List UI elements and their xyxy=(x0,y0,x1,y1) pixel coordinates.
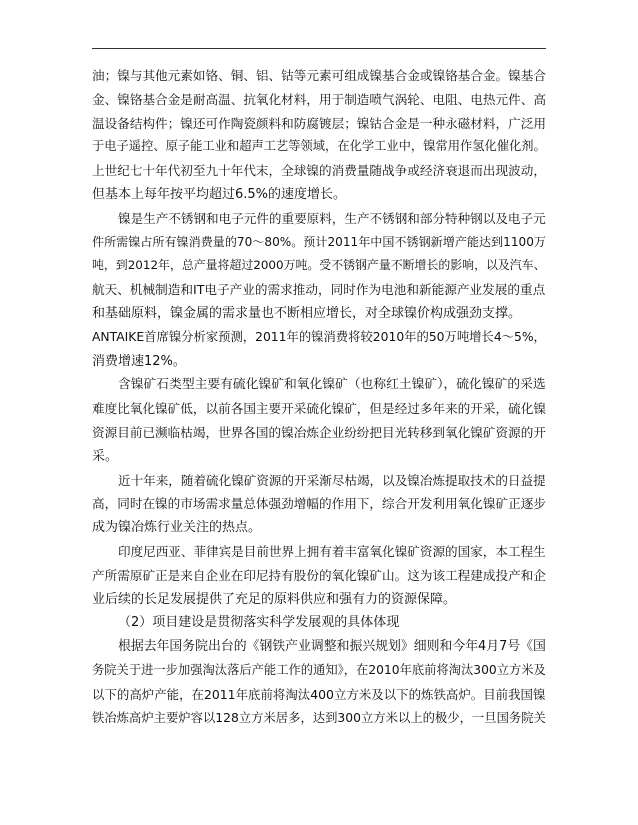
text-line: 难度比氧化镍矿低，以前各国主要开采硫化镍矿，但是经过多年来的开采，硫化镍 xyxy=(92,401,546,417)
text-line: 务院关于进一步加强淘汰落后产能工作的通知》，在2010年底前将淘汰300立方米及 xyxy=(92,662,546,677)
text-line: 业后续的长足发展提供了充足的原料供应和强有力的资源保障。 xyxy=(92,591,457,607)
text-line: 高，同时在镍的市场需求量总体强劲增幅的作用下，综合开发利用氧化镍矿正逐步 xyxy=(92,496,546,512)
text-line: 于电子遥控、原子能工业和超声工艺等领域，在化学工业中，镍常用作氢化催化剂。 xyxy=(92,139,546,154)
header-rule xyxy=(92,48,546,49)
text-line: 件所需镍占所有镍消费量的70～80%。预计2011年中国不锈钢新增产能达到1100万 xyxy=(92,234,546,249)
text-line: 近十年来，随着硫化镍矿资源的开采渐尽枯竭，以及镍冶炼提取技术的日益提 xyxy=(118,472,546,488)
text-line: 消费增速12%。 xyxy=(92,353,186,369)
text-line: 金、镍铬基合金是耐高温、抗氧化材料，用于制造喷气涡轮、电阻、电热元件、高 xyxy=(92,91,546,107)
text-line: 含镍矿石类型主要有硫化镍矿和氧化镍矿（也称红土镍矿），硫化镍矿的采选 xyxy=(118,377,546,393)
text-line: 但基本上每年按平均超过6.5%的速度增长。 xyxy=(92,186,347,202)
text-line: 根据去年国务院出台的《钢铁产业调整和振兴规划》细则和今年4月7号《国 xyxy=(118,639,546,655)
text-line: 资源目前已濒临枯竭，世界各国的镍冶炼企业纷纷把目光转移到氧化镍矿资源的开 xyxy=(92,424,546,440)
text-line: 成为镍冶炼行业关注的热点。 xyxy=(92,520,262,536)
text-line: 上世纪七十年代初至九十年代末，全球镍的消费量随战争或经济衰退而出现波动， xyxy=(92,163,546,179)
text-line: 铁冶炼高炉主要炉容以128立方米居多，达到300立方米以上的极少，一旦国务院关 xyxy=(92,710,546,725)
text-line: 以下的高炉产能，在2011年底前将淘汰400立方米及以下的炼铁高炉。目前我国镍 xyxy=(92,686,546,702)
text-line: （2）项目建设是贯彻落实科学发展观的具体体现 xyxy=(118,615,400,631)
text-line: 航天、机械制造和IT电子产业的需求推动，同时作为电池和新能源产业发展的重点 xyxy=(92,282,546,298)
text-line: 温设备结构件；镍还可作陶瓷颜料和防腐镀层；镍钴合金是一种永磁材料，广泛用 xyxy=(92,115,546,131)
text-line: ANTAIKE首席镍分析家预测，2011年的镍消费将较2010年的50万吨增长4～5%， xyxy=(92,329,546,344)
text-line: 镍是生产不锈钢和电子元件的重要原料，生产不锈钢和部分特种钢以及电子元 xyxy=(118,210,546,226)
text-line: 和基础原料，镍金属的需求量也不断相应增长，对全球镍价构成强劲支撑。 xyxy=(92,305,522,321)
text-line: 吨，到2012年，总产量将超过2000万吨。受不锈钢产量不断增长的影响，以及汽车、 xyxy=(92,258,546,273)
text-line: 采。 xyxy=(92,448,119,464)
text-line: 油；镍与其他元素如铬、铜、铝、钴等元素可组成镍基合金或镍铬基合金。镍基合 xyxy=(92,68,546,83)
text-line: 产所需原矿正是来自企业在印尼持有股份的氧化镍矿山。这为该工程建成投产和企 xyxy=(92,567,546,583)
body-text xyxy=(92,64,546,730)
text-line: 印度尼西亚、菲律宾是目前世界上拥有着丰富氧化镍矿资源的国家，本工程生 xyxy=(118,543,546,559)
